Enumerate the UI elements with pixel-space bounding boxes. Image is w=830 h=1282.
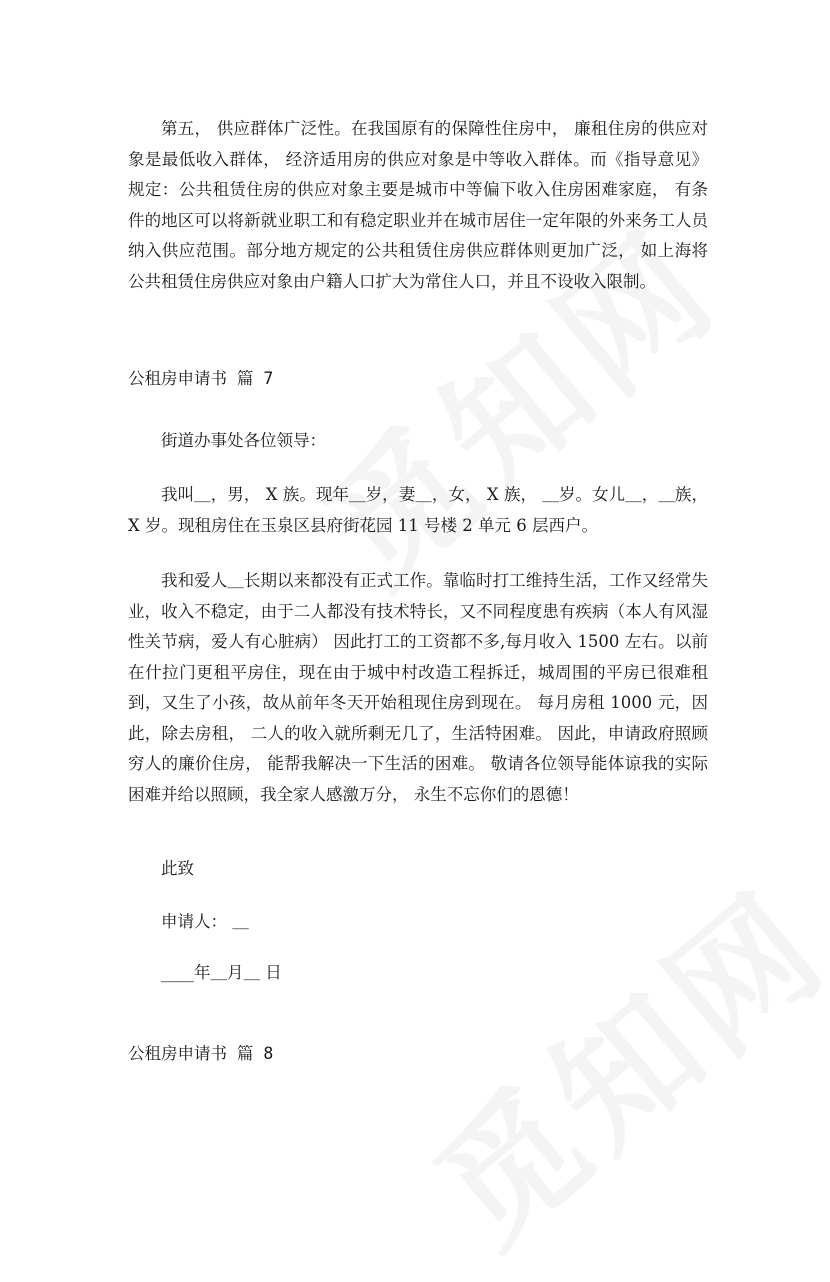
- watermark-lower: [388, 839, 830, 1282]
- article-7-date: ____年＿月＿ 日: [161, 963, 282, 982]
- article-7-body: 我和爱人＿长期以来都没有正式工作。靠临时打工维持生活，工作又经常失业，收入不稳定，由于二人都没有技术特长，又不同程度患有疾病（本人有风湿性关节病，爱人有心脏病） 因此打工的工资都不多,每月收入 1500 左右。以前在什拉门更租平房住，现在由于城中村改造工程拆迁，城周围的平房已很难租到，又生了小孩，故从前年冬天开始租现住房到现在。 每月房租 1000 元，因此，除去房租， 二人的收入就所剩无几了，生活特困难。 因此，申请政府照顾穷人的廉价住房， 能帮我解决一下生活的困难。 敬请各位领导能体谅我的实际困难并给以照顾，我全家人感激万分， 永生不忘你们的恩德！: [128, 571, 708, 804]
- article-7-salutation: 街道办事处各位领导：: [161, 431, 326, 450]
- article-7-heading: 公租房申请书 篇 7: [128, 369, 274, 388]
- article-7-closing: 此致: [161, 859, 194, 878]
- article-8-heading: 公租房申请书 篇 8: [128, 1044, 274, 1063]
- article-7-applicant: 申请人： ＿: [161, 912, 249, 931]
- article-7-intro: 我叫＿，男， X 族。现年＿岁，妻＿，女， X 族， ＿岁。女儿＿，＿族， X 岁。现租房住在玉泉区县府街花园 11 号楼 2 单元 6 层西户。: [128, 485, 708, 535]
- section-5-paragraph: 第五， 供应群体广泛性。在我国原有的保障性住房中， 廉租住房的供应对象是最低收入群体， 经济适用房的供应对象是中等收入群体。而《指导意见》规定：公共租赁住房的供应对象主要是城市中等偏下收入住房困难家庭， 有条件的地区可以将新就业职工和有稳定职业并在城市居住一定年限的外来务工人员纳入供应范围。部分地方规定的公共租赁住房供应群体则更加广泛， 如上海将公共租赁住房供应对象由户籍人口扩大为常住人口，并且不设收入限制。: [128, 119, 708, 291]
